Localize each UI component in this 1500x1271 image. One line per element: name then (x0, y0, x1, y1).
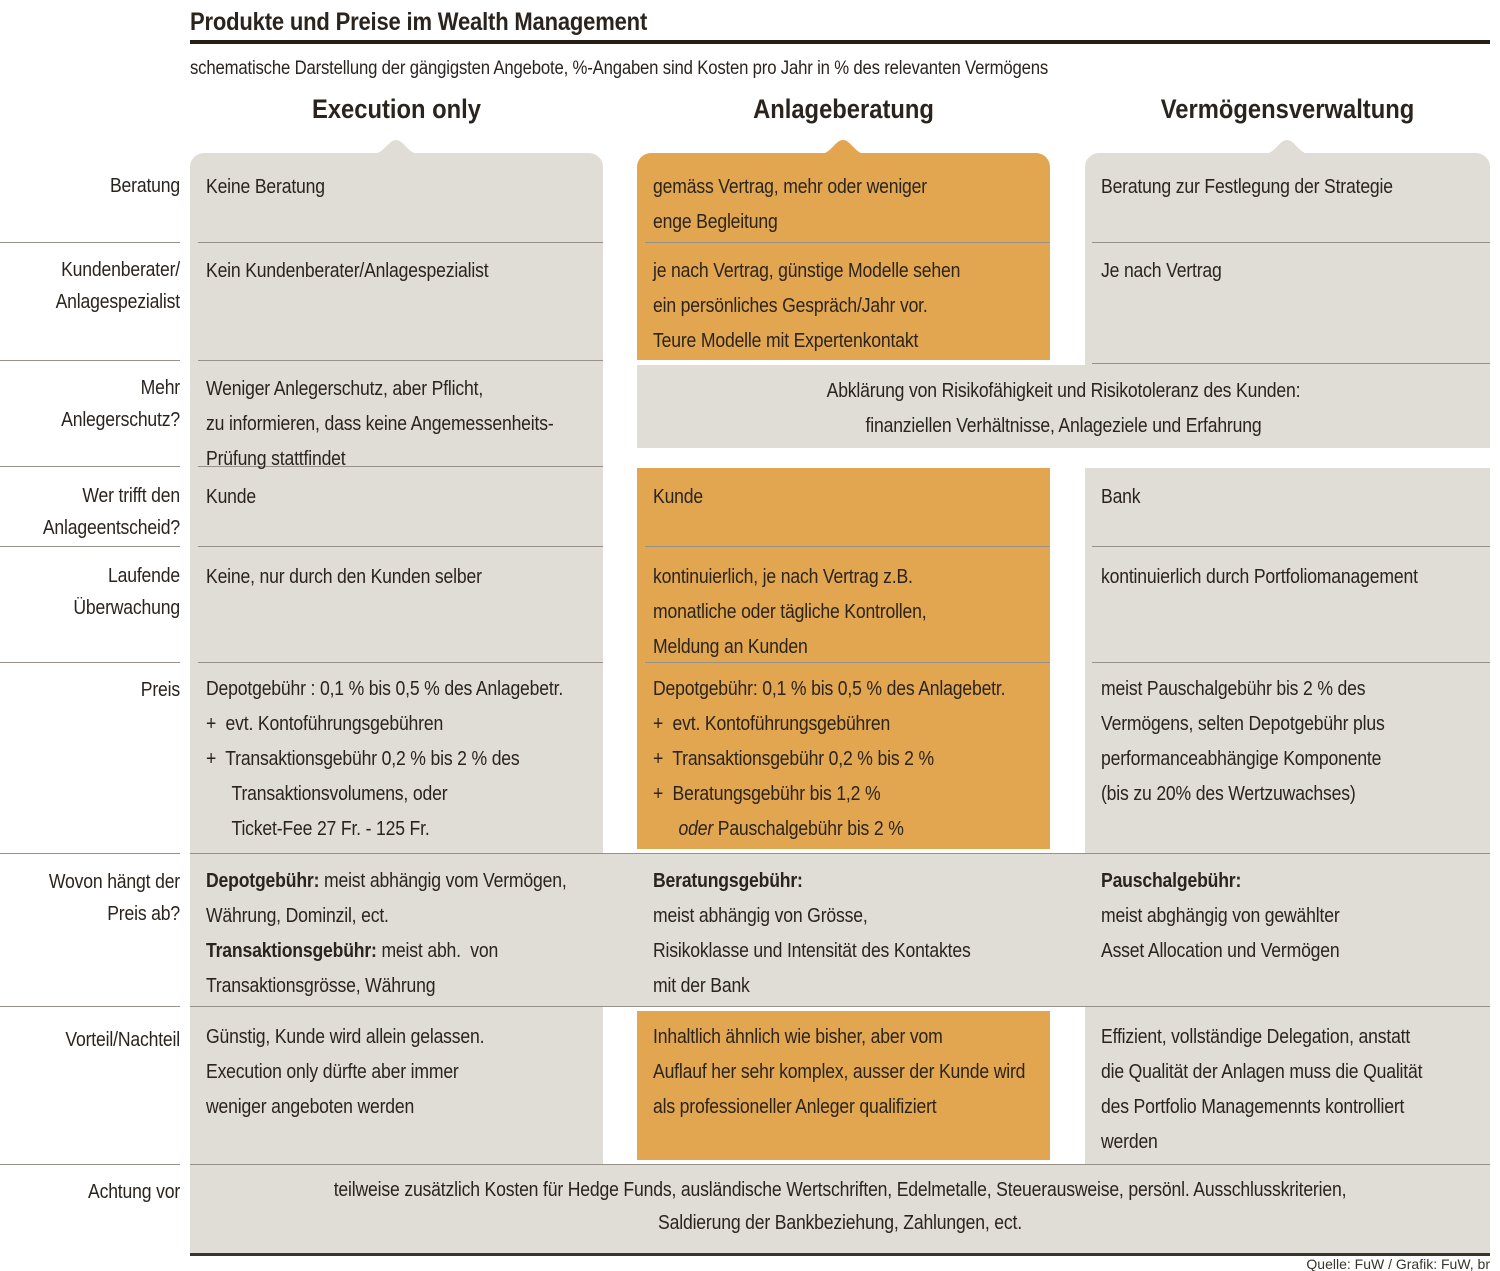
cell-text: Kunde (206, 486, 257, 508)
cell-text: meist abhängig von Grösse, (653, 905, 868, 927)
column-header-label: Anlageberatung (753, 94, 934, 124)
page-subtitle: schematische Darstellung der gängigsten Angebote, %-Angaben sind Kosten pro Jahr in % des relevanten Vermögens (190, 58, 1049, 79)
cell-anlageentscheid-vermoegen (1101, 480, 1490, 515)
cell-text: werden (1101, 1131, 1158, 1153)
cell-text: Asset Allocation und Vermögen (1101, 940, 1340, 962)
row-label-beratung (0, 170, 180, 202)
column-header-vermoegensverwaltung (1085, 94, 1490, 125)
cell-text: Meldung an Kunden (653, 636, 808, 658)
divider (0, 1006, 180, 1007)
row-label-text: Anlegerschutz? (61, 409, 180, 431)
cell-beratung-anlage (653, 170, 1050, 240)
column-notch-anlage (820, 139, 866, 154)
cell-text: Effizient, vollständige Delegation, anstatt (1101, 1026, 1411, 1048)
row-label-achtung (0, 1176, 180, 1208)
cell-vorteil-vermoegen (1101, 1020, 1490, 1160)
cell-text: monatliche oder tägliche Kontrollen, (653, 601, 927, 623)
cell-text: Je nach Vertrag (1101, 260, 1222, 282)
cell-text: Risikoklasse und Intensität des Kontaktes (653, 940, 971, 962)
cell-text: Prüfung stattfindet (206, 448, 346, 470)
cell-text: Vermögens, selten Depotgebühr plus (1101, 713, 1385, 735)
row-label-wovon (0, 866, 180, 930)
cell-kundenberater-anlage (653, 254, 1050, 359)
divider (0, 242, 180, 243)
cell-text: meist abh. von (376, 940, 499, 962)
row-label-text: Preis (140, 679, 180, 701)
bold-lead: Depotgebühr: (206, 870, 320, 892)
cell-text: Beratung zur Festlegung der Strategie (1101, 176, 1393, 198)
cell-text: Saldierung der Bankbeziehung, Zahlungen, ect. (658, 1212, 1022, 1234)
cell-text: Transaktionsvolumens, oder (231, 783, 448, 805)
cell-text: teilweise zusätzlich Kosten für Hedge Funds, ausländische Wertschriften, Edelmetalle, Steuerausweise, persönl. Ausschlusskriterien, (333, 1179, 1347, 1201)
cell-text: Kein Kundenberater/Anlagespezialist (206, 260, 489, 282)
divider (190, 1164, 1490, 1165)
row-label-anlageentscheid (0, 480, 180, 544)
row-label-preis (0, 674, 180, 706)
divider (0, 546, 180, 547)
column-header-label: Execution only (311, 94, 481, 124)
cell-text: ein persönliches Gespräch/Jahr vor. (653, 295, 928, 317)
page-title: Produkte und Preise im Wealth Management (190, 8, 648, 36)
cell-anlegerschutz-merged (637, 374, 1490, 444)
divider (0, 360, 180, 361)
cell-ueberwachung-vermoegen (1101, 560, 1490, 595)
cell-text: Pauschalgebühr bis 2 % (713, 818, 904, 840)
cell-text: als professioneller Anleger qualifiziert (653, 1096, 937, 1118)
cell-text: weniger angeboten werden (206, 1096, 415, 1118)
cell-text: Keine Beratung (206, 176, 325, 198)
cell-text: + evt. Kontoführungsgebühren (653, 713, 891, 735)
cell-text (206, 934, 555, 969)
column-header-anlageberatung (637, 94, 1050, 125)
row-label-text: Anlagespezialist (55, 291, 180, 313)
cell-achtung-merged (190, 1174, 1490, 1240)
row-label-kundenberater (0, 254, 180, 318)
notch-shape (373, 140, 419, 154)
cell-text: kontinuierlich, je nach Vertrag z.B. (653, 566, 913, 588)
divider (198, 546, 603, 547)
title-rule (190, 40, 1490, 44)
cell-text: mit der Bank (653, 975, 750, 997)
cell-preis-vermoegen (1101, 672, 1490, 812)
cell-text: je nach Vertrag, günstige Modelle sehen (653, 260, 961, 282)
row-label-text: Mehr (140, 377, 180, 399)
cell-anlegerschutz-execution (206, 372, 603, 477)
divider (0, 662, 180, 663)
cell-text: Kunde (653, 486, 704, 508)
cell-text: Auflauf her sehr komplex, ausser der Kunde wird (653, 1061, 1026, 1083)
bold-lead: Transaktionsgebühr: (206, 940, 377, 962)
column-notch-vermoegen (1264, 139, 1310, 154)
column-notch-execution (373, 139, 419, 154)
cell-text: Günstig, Kunde wird allein gelassen. (206, 1026, 485, 1048)
row-label-text: Wovon hängt der (48, 871, 181, 893)
row-label-text: Beratung (109, 175, 180, 197)
cell-ueberwachung-execution (206, 560, 603, 595)
cell-text: Execution only dürfte aber immer (206, 1061, 459, 1083)
row-label-text: Kundenberater/ (61, 259, 180, 281)
cell-text: Weniger Anlegerschutz, aber Pflicht, (206, 378, 484, 400)
row-label-text: Laufende (107, 565, 180, 587)
divider (190, 853, 1490, 854)
cell-text: Währung, Dominzil, ect. (206, 905, 389, 927)
notch-shape (820, 140, 866, 154)
cell-text: Keine, nur durch den Kunden selber (206, 566, 482, 588)
row-label-anlegerschutz (0, 372, 180, 436)
bold-lead: Beratungsgebühr: (653, 870, 803, 892)
column-header-label: Vermögensverwaltung (1160, 94, 1415, 124)
cell-text: meist abhängig vom Vermögen, (319, 870, 567, 892)
cell-text: Teure Modelle mit Expertenkontakt (653, 330, 919, 352)
cell-text: Abklärung von Risikofähigkeit und Risikotoleranz des Kunden: (826, 380, 1301, 402)
divider (0, 1164, 180, 1165)
cell-text: + Beratungsgebühr bis 1,2 % (653, 783, 881, 805)
row-label-text: Überwachung (73, 597, 180, 619)
notch-shape (1264, 140, 1310, 154)
cell-text: die Qualität der Anlagen muss die Qualität (1101, 1061, 1423, 1083)
divider (198, 662, 603, 663)
bold-lead: Pauschalgebühr: (1101, 870, 1242, 892)
cell-text: Depotgebühr: 0,1 % bis 0,5 % des Anlagebetr. (653, 678, 1006, 700)
cell-text: Ticket-Fee 27 Fr. - 125 Fr. (231, 818, 430, 840)
column-header-execution-only (190, 94, 603, 125)
cell-text (653, 812, 1002, 847)
cell-text: + Transaktionsgebühr 0,2 % bis 2 % des (206, 748, 520, 770)
cell-text: des Portfolio Managemennts kontrolliert (1101, 1096, 1405, 1118)
divider (645, 546, 1050, 547)
divider (198, 242, 603, 243)
cell-text: finanziellen Verhältnisse, Anlageziele und Erfahrung (865, 415, 1262, 437)
row-label-text: Achtung vor (88, 1181, 180, 1203)
cell-text (206, 864, 567, 899)
row-label-text: Wer trifft den (82, 485, 180, 507)
cell-text: (bis zu 20% des Wertzuwachses) (1101, 783, 1356, 805)
cell-wovon-vermoegen (1101, 864, 1490, 969)
cell-text: zu informieren, dass keine Angemessenheits- (206, 413, 554, 435)
cell-text: + Transaktionsgebühr 0,2 % bis 2 % (653, 748, 934, 770)
divider (645, 242, 1050, 243)
cell-text: gemäss Vertrag, mehr oder weniger (653, 176, 927, 198)
row-label-text: Preis ab? (107, 903, 180, 925)
cell-text: kontinuierlich durch Portfoliomanagement (1101, 566, 1418, 588)
cell-text: Depotgebühr : 0,1 % bis 0,5 % des Anlagebetr. (206, 678, 564, 700)
cell-preis-anlage (653, 672, 1050, 847)
divider (1092, 546, 1490, 547)
cell-text: enge Begleitung (653, 211, 778, 233)
cell-text: + evt. Kontoführungsgebühren (206, 713, 444, 735)
cell-wovon-anlage (653, 864, 1050, 1004)
row-label-text: Vorteil/Nachteil (65, 1029, 180, 1051)
cell-text: Bank (1101, 486, 1141, 508)
cell-kundenberater-execution (206, 254, 603, 289)
cell-text: meist abghängig von gewählter (1101, 905, 1340, 927)
cell-preis-execution (206, 672, 603, 847)
cell-wovon-execution (206, 864, 603, 1004)
cell-beratung-vermoegen (1101, 170, 1490, 205)
divider (1092, 662, 1490, 663)
cell-text: meist Pauschalgebühr bis 2 % des (1101, 678, 1366, 700)
cell-anlageentscheid-execution (206, 480, 603, 515)
divider (1092, 363, 1490, 364)
cell-beratung-execution (206, 170, 603, 205)
footer-credit: Quelle: FuW / Grafik: FuW, br (1306, 1256, 1490, 1271)
cell-vorteil-anlage (653, 1020, 1050, 1125)
divider (0, 853, 180, 854)
cell-ueberwachung-anlage (653, 560, 1050, 665)
row-label-vorteil (0, 1024, 180, 1056)
divider (198, 360, 603, 361)
row-label-text: Anlageentscheid? (42, 517, 181, 539)
divider (0, 466, 180, 467)
row-label-ueberwachung (0, 560, 180, 624)
cell-anlageentscheid-anlage (653, 480, 1050, 515)
cell-text: performanceabhängige Komponente (1101, 748, 1382, 770)
cell-kundenberater-vermoegen (1101, 254, 1490, 289)
italic-word: oder (678, 818, 714, 840)
cell-text: Inhaltlich ähnlich wie bisher, aber vom (653, 1026, 943, 1048)
cell-text: Transaktionsgrösse, Währung (206, 975, 436, 997)
cell-vorteil-execution (206, 1020, 603, 1125)
divider (190, 1006, 1490, 1007)
divider (1092, 242, 1490, 243)
